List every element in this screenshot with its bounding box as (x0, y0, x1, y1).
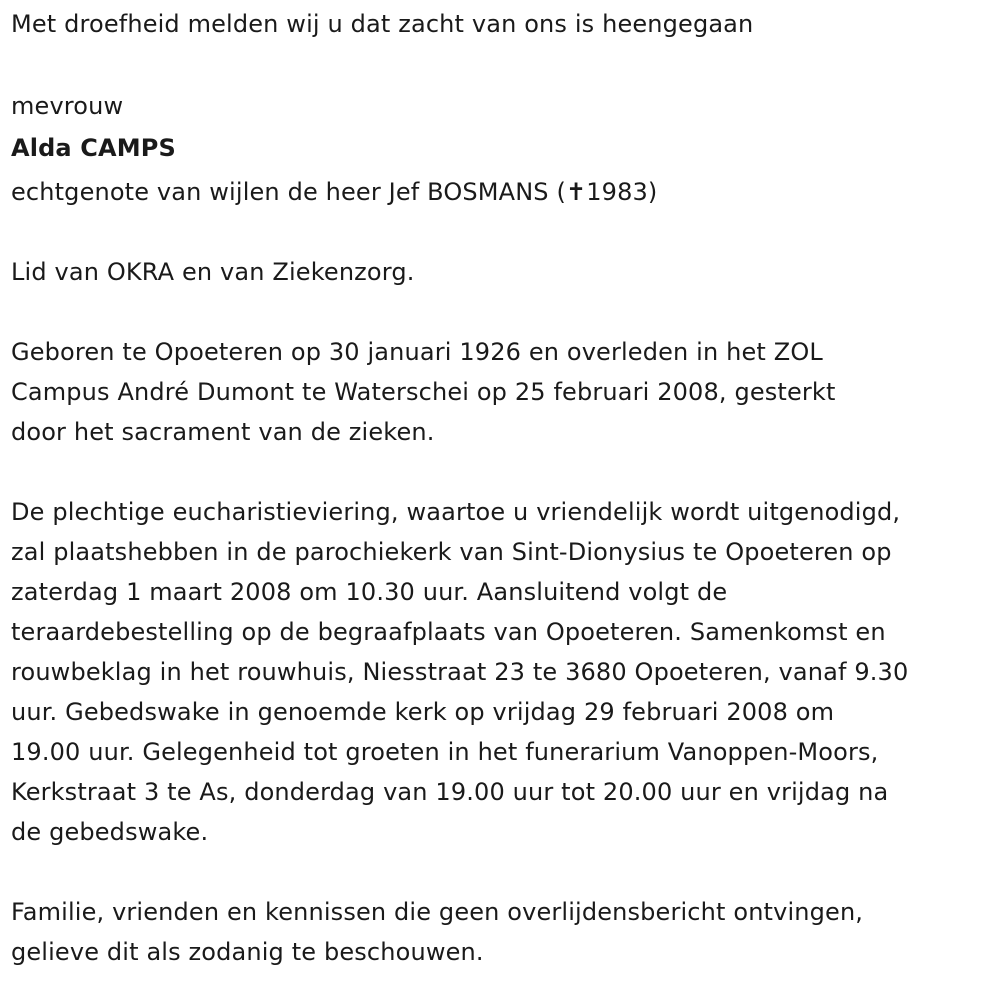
paragraph-line: teraardebestelling op de begraafplaats van Opoeteren. Samenkomst en (11, 618, 886, 646)
paragraph-line: Familie, vrienden en kennissen die geen overlijdensbericht ontvingen, (11, 898, 864, 926)
spouse-text: echtgenote van wijlen de heer Jef BOSMANS (✝1983) (11, 178, 658, 206)
spacer (11, 452, 996, 492)
paragraph-line: zal plaatshebben in de parochiekerk van Sint-Dionysius te Opoeteren op (11, 538, 892, 566)
spacer (11, 44, 996, 84)
death-notice (11, 4, 996, 972)
paragraph-line: rouwbeklag in het rouwhuis, Niesstraat 23 te 3680 Opoeteren, vanaf 9.30 (11, 658, 909, 686)
deceased-name: Alda CAMPS (11, 134, 176, 162)
honorific: mevrouw (11, 92, 124, 120)
spacer (11, 292, 996, 332)
spacer (11, 852, 996, 892)
paragraph-line: uur. Gebedswake in genoemde kerk op vrijdag 29 februari 2008 om (11, 698, 835, 726)
closing-paragraph (11, 892, 996, 972)
membership-text: Lid van OKRA en van Ziekenzorg. (11, 258, 415, 286)
paragraph-line: Kerkstraat 3 te As, donderdag van 19.00 uur tot 20.00 uur en vrijdag na (11, 778, 889, 806)
paragraph-line: Geboren te Opoeteren op 30 januari 1926 en overleden in het ZOL (11, 338, 823, 366)
paragraph-line: gelieve dit als zodanig te beschouwen. (11, 938, 484, 966)
paragraph-line: Campus André Dumont te Waterschei op 25 februari 2008, gesterkt (11, 378, 836, 406)
spacer (11, 212, 996, 252)
paragraph-line: de gebedswake. (11, 818, 209, 846)
intro-text: Met droefheid melden wij u dat zacht van ons is heengegaan (11, 10, 754, 38)
ceremony-paragraph (11, 492, 996, 852)
paragraph-line: zaterdag 1 maart 2008 om 10.30 uur. Aansluitend volgt de (11, 578, 728, 606)
paragraph-line: door het sacrament van de zieken. (11, 418, 435, 446)
birth-death-paragraph (11, 332, 996, 452)
paragraph-line: 19.00 uur. Gelegenheid tot groeten in het funerarium Vanoppen-Moors, (11, 738, 879, 766)
paragraph-line: De plechtige eucharistieviering, waartoe u vriendelijk wordt uitgenodigd, (11, 498, 901, 526)
